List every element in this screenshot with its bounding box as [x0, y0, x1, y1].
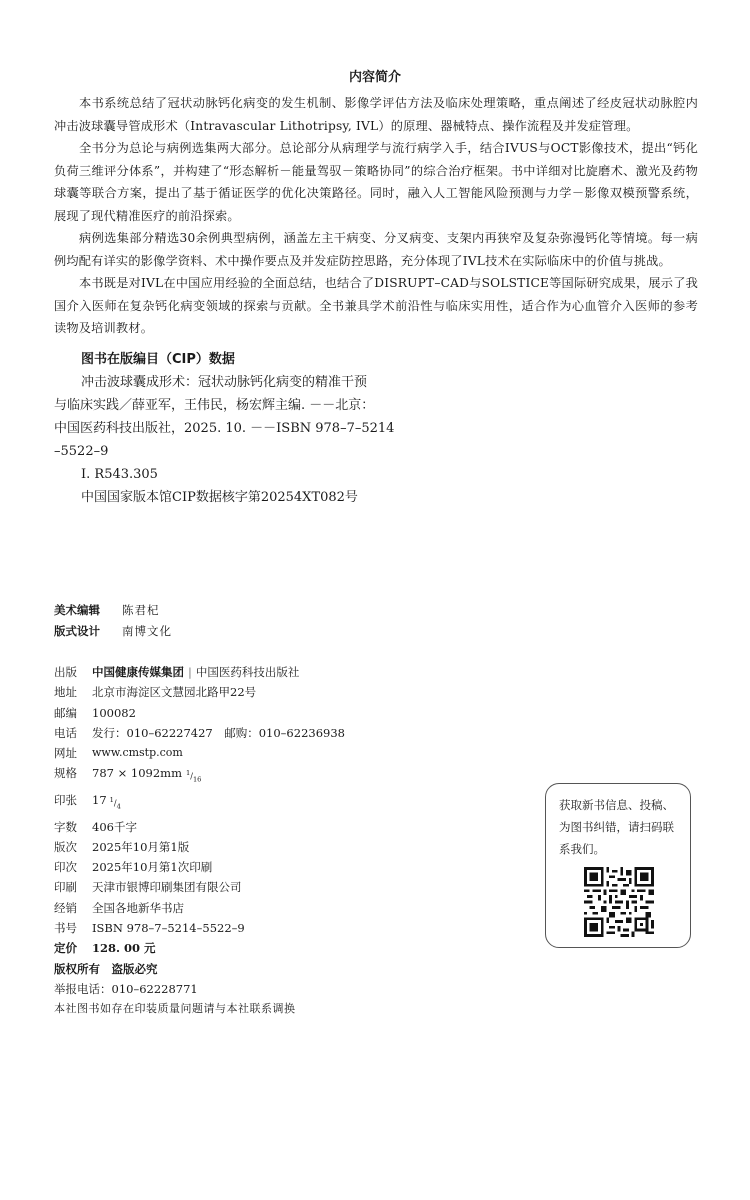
- info-value: ISBN 978–7–5214–5522–9: [92, 921, 245, 936]
- info-value: 17: [92, 793, 107, 808]
- cip-record-number: 中国国家版本馆CIP数据核字第20254XT082号: [81, 490, 358, 505]
- info-value: 100082: [92, 705, 136, 720]
- info-row-rights: [54, 959, 345, 979]
- intro-paragraph-2: 全书分为总论与病例选集两大部分。总论部分从病理学与流行病学入手，结合IVUS与OCT影像技术，提出“钙化负荷三维评分体系”，并构建了“形态解析－能量驾驭－策略协同”的综合治疗框架。书中详细对比旋磨术、激光及药物球囊等联合方案，提出了基于循证医学的优化决策路径。同时，融入人工智能风险预测与力学－影像双模预警系统，展现了现代精准医疗的前沿探索。: [54, 141, 698, 223]
- info-row-notice: [54, 999, 345, 1019]
- info-row-phone: [54, 723, 345, 743]
- qr-code-icon[interactable]: [584, 867, 654, 937]
- publisher-name: 中国医药科技出版社: [195, 665, 300, 679]
- info-label: 印刷: [54, 880, 77, 895]
- fraction-denominator: 16: [192, 775, 202, 784]
- info-label: 规格: [54, 766, 77, 781]
- info-label: 字数: [54, 819, 77, 834]
- publisher-separator: |: [188, 665, 192, 679]
- info-label: 电话: [54, 725, 77, 740]
- info-label: 邮编: [54, 705, 77, 720]
- info-value: 2025年10月第1次印刷: [92, 860, 213, 875]
- info-row-format: 规格 787 × 1092mm $^1/_{16}$: [54, 763, 345, 790]
- cip-classification: Ⅰ. R543.305: [81, 467, 158, 482]
- info-row-price: [54, 938, 345, 958]
- intro-paragraph-4: 本书既是对IVL在中国应用经验的全面总结，也结合了DISRUPT–CAD与SOLSTICE等国际研究成果，展示了我国介入医师在复杂钙化病变领域的探索与贡献。全书兼具学术前沿性与临床实用性，适合作为心血管介入医师的参考读物及培训教材。: [54, 276, 698, 335]
- info-label: 定价: [54, 941, 77, 956]
- fraction-denominator: 4: [116, 802, 121, 811]
- credit-label: 版式设计: [54, 624, 100, 638]
- rights-statement: 版权所有 盗版必究: [54, 961, 158, 976]
- info-value: 406千字: [92, 819, 137, 834]
- info-row-sheets: 印张 17 $^1/_4$: [54, 790, 345, 817]
- info-value: 787 × 1092mm: [92, 766, 182, 781]
- cip-heading: 图书在版编目（CIP）数据: [81, 352, 235, 367]
- credit-row: [54, 600, 172, 621]
- info-row-distributor: [54, 898, 345, 918]
- info-row-publisher: [54, 662, 345, 682]
- report-phone: 举报电话：010–62228771: [54, 981, 198, 996]
- credit-label: 美术编辑: [54, 603, 100, 617]
- info-label: 经销: [54, 900, 77, 915]
- credit-value: 陈君杞: [122, 603, 160, 617]
- info-value: 2025年10月第1版: [92, 839, 190, 854]
- credits: [54, 600, 172, 642]
- qr-caption: 获取新书信息、投稿、为图书纠错，请扫码联系我们。: [559, 798, 674, 856]
- publisher-group: 中国健康传媒集团: [92, 665, 184, 679]
- info-label: 地址: [54, 685, 77, 700]
- cip-block: [54, 348, 454, 509]
- info-row-address: [54, 682, 345, 702]
- intro-title: 内容简介: [348, 70, 401, 85]
- info-row-report: [54, 979, 345, 999]
- info-label: 书号: [54, 921, 77, 936]
- info-row-website: [54, 743, 345, 763]
- info-row-postcode: [54, 703, 345, 723]
- credit-value: 南博文化: [122, 624, 172, 638]
- intro-paragraph-1: 本书系统总结了冠状动脉钙化病变的发生机制、影像学评估方法及临床处理策略，重点阐述了经皮冠状动脉腔内冲击波球囊导管成形术（Intravascular Lithotripsy, IVL）的原理、器械特点、操作流程及并发症管理。: [54, 96, 698, 133]
- cip-line: 与临床实践／薛亚军，王伟民，杨宏辉主编. －－北京：: [54, 398, 375, 413]
- info-label: 版次: [54, 839, 77, 854]
- quality-notice: 本社图书如存在印装质量问题请与本社联系调换: [54, 1002, 296, 1016]
- info-label: 出版: [54, 665, 77, 679]
- info-value: 北京市海淀区文慧园北路甲22号: [92, 685, 257, 700]
- info-value: 天津市银博印刷集团有限公司: [92, 880, 242, 895]
- info-label: 印次: [54, 860, 77, 875]
- cip-line: 中国医药科技出版社，2025. 10. －－ISBN 978–7–5214: [54, 421, 395, 436]
- cip-line: –5522–9: [54, 444, 109, 459]
- publication-info: [54, 662, 345, 1020]
- intro-paragraph-3: 病例选集部分精选30余例典型病例，涵盖左主干病变、分叉病变、支架内再狭窄及复杂弥漫钙化等情境。每一病例均配有详实的影像学资料、术中操作要点及并发症防控思路，充分体现了IVL技术在实际临床中的价值与挑战。: [54, 231, 698, 268]
- info-row-printing: [54, 857, 345, 877]
- price-value: 128. 00 元: [92, 941, 156, 956]
- intro-body: [54, 92, 698, 340]
- info-row-printer: [54, 877, 345, 897]
- fraction-numerator: 1: [109, 796, 114, 805]
- qr-contact-box: [545, 783, 691, 948]
- info-label: 网址: [54, 746, 77, 761]
- info-label: 印张: [54, 793, 77, 808]
- info-row-edition: [54, 837, 345, 857]
- info-value: www.cmstp.com: [92, 746, 183, 760]
- cip-line: 冲击波球囊成形术：冠状动脉钙化病变的精准干预: [81, 375, 368, 390]
- info-row-isbn: [54, 918, 345, 938]
- info-value: 发行：010–62227427 邮购：010–62236938: [92, 725, 345, 740]
- fraction-numerator: 1: [185, 769, 191, 778]
- credit-row: [54, 621, 172, 642]
- info-row-words: [54, 817, 345, 837]
- info-value: 全国各地新华书店: [92, 900, 184, 915]
